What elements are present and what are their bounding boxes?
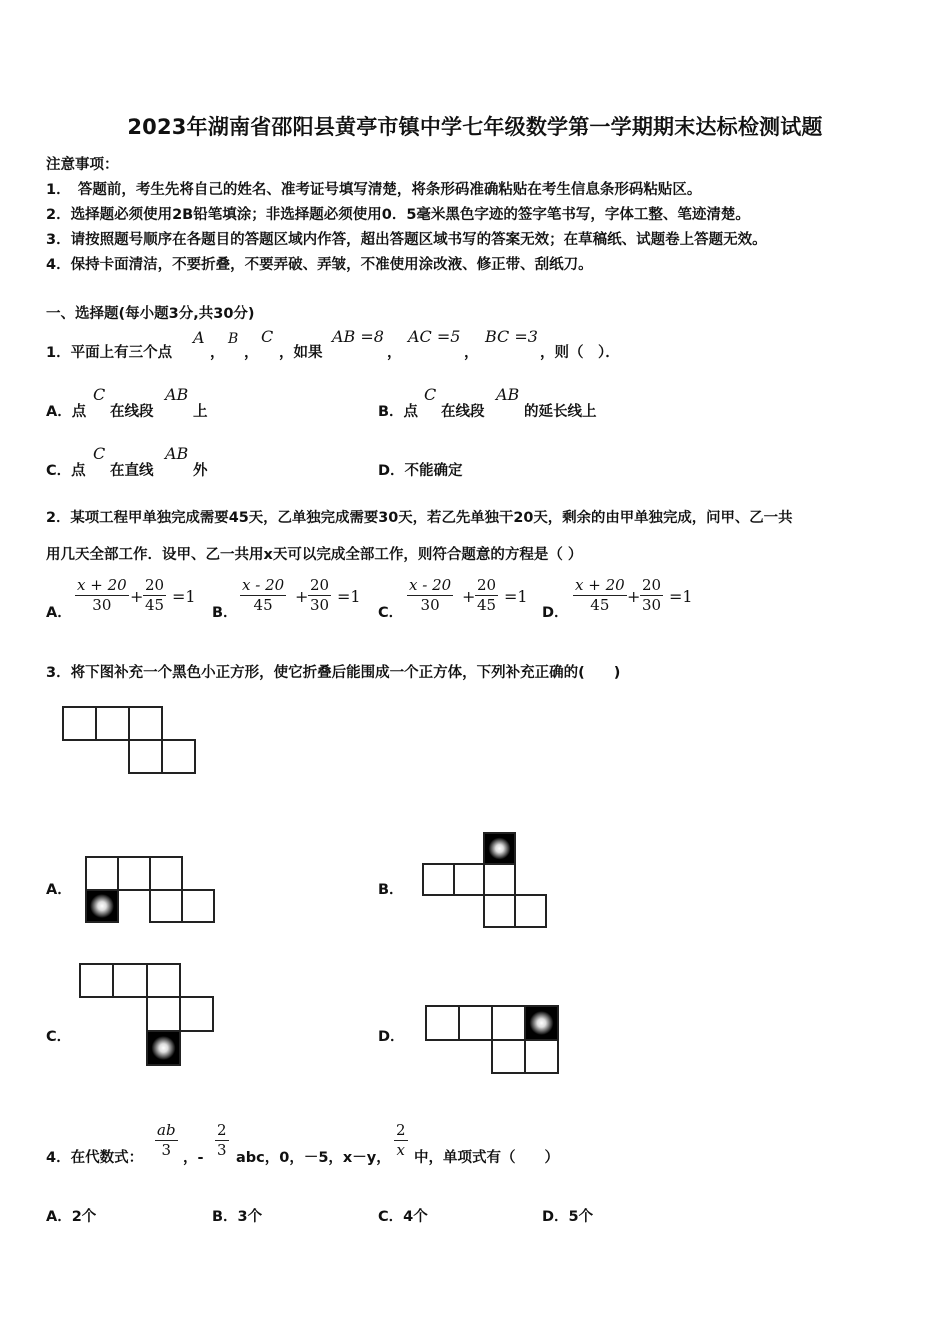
q1-option-c-end: 外 (193, 463, 208, 479)
notice-heading: 注意事项： (46, 157, 119, 173)
q3-option-d-net (422, 1002, 562, 1078)
q1-option-a-c: C (93, 385, 106, 404)
q1-option-b-ab: AB (496, 385, 520, 404)
q1-comma: ， (210, 345, 225, 361)
q4-frac-2-over-3: $\frac{2}{3}$ (217, 1121, 227, 1159)
q4-prefix: 4．在代数式： (46, 1150, 144, 1166)
q4-frac-ab-over-3: $\frac{ab}{3}$ (157, 1121, 176, 1159)
q2-option-d-frac2: $\frac{20}{30}$ (642, 576, 662, 614)
q2-option-c-label: C． (378, 605, 404, 621)
q2-line1: 2．某项工程甲单独完成需要45天，乙单独完成需要30天，若乙先单独干20天，剩余的由甲单独完成，问甲、乙一共 (46, 510, 793, 526)
q2-line2: 用几天全部工作．设甲、乙一共用x天可以完成全部工作，则符合题意的方程是（ ） (46, 547, 583, 563)
q2-option-a-frac1: $\frac{x + 20}{30}$ (77, 576, 127, 614)
q1-option-a-end: 上 (193, 404, 208, 420)
notice-item: 3．请按照题号顺序在各题目的答题区域内作答，超出答题区域书写的答案无效；在草稿纸、试题卷上答题无效。 (46, 232, 767, 248)
q2-option-d-rhs: =1 (669, 587, 693, 606)
q3-option-d-label: D． (378, 1029, 405, 1045)
q4-frac-2-over-x: $\frac{2}{x}$ (396, 1121, 406, 1159)
q3-option-b-label: B． (378, 882, 404, 898)
notice-item: 4．保持卡面清洁，不要折叠，不要弄破、弄皱，不准使用涂改液、修正带、刮纸刀。 (46, 257, 593, 273)
q1-option-c-mid: 在直线 (110, 463, 154, 479)
q2-option-b-label: B． (212, 605, 238, 621)
q1-eq1: AB =8 (332, 327, 384, 346)
q1-suffix: ，则（ ）． (540, 345, 620, 361)
q2-option-d-plus: + (627, 587, 641, 606)
page-title: 2023年湖南省邵阳县黄亭市镇中学七年级数学第一学期期末达标检测试题 (127, 115, 823, 139)
notice-item: 1． 答题前，考生先将自己的姓名、准考证号填写清楚，将条形码准确粘贴在考生信息条形码粘贴区。 (46, 182, 702, 198)
q3-option-c-label: C． (46, 1029, 72, 1045)
q3-option-a-label: A． (46, 882, 72, 898)
notice-item: 2．选择题必须使用2B铅笔填涂；非选择题必须使用0．5毫米黑色字迹的签字笔书写，字体工整、笔迹清楚。 (46, 207, 750, 223)
q4-option-a: A．2个 (46, 1209, 97, 1225)
q1-option-b-label: B．点 (378, 404, 419, 420)
q4-option-d: D．5个 (542, 1209, 594, 1225)
q2-option-a-frac2: $\frac{20}{45}$ (145, 576, 165, 614)
q4-sep: ，- (183, 1150, 204, 1166)
q1-option-a-mid: 在线段 (110, 404, 154, 420)
q1-eq3: BC =3 (485, 327, 538, 346)
q1-eq2: AC =5 (408, 327, 461, 346)
q1-point-b: B (228, 331, 239, 347)
q2-option-a-rhs: =1 (172, 587, 196, 606)
q1-option-a-label: A．点 (46, 404, 87, 420)
q2-option-c-frac1: $\frac{x - 20}{30}$ (409, 576, 452, 614)
q1-option-a-ab: AB (165, 385, 189, 404)
q1-option-b-end: 的延长线上 (524, 404, 597, 420)
q3-option-a-net (82, 853, 218, 927)
q2-option-c-frac2: $\frac{20}{45}$ (477, 576, 497, 614)
q1-comma: ， (387, 345, 402, 361)
q2-option-c-plus: + (462, 587, 476, 606)
q4-mid: abc，0，－5，x－y， (236, 1150, 391, 1166)
q1-prefix: 1．平面上有三个点 (46, 345, 173, 361)
q2-option-c-rhs: =1 (504, 587, 528, 606)
q1-option-d: D．不能确定 (378, 463, 463, 479)
q1-point-a: A (193, 328, 205, 347)
q1-option-b-c: C (424, 385, 437, 404)
q1-option-c-ab: AB (165, 444, 189, 463)
q2-option-b-plus: + (295, 587, 309, 606)
q2-option-b-frac2: $\frac{20}{30}$ (310, 576, 330, 614)
q2-option-a-plus: + (130, 587, 144, 606)
q1-option-c-c: C (93, 444, 106, 463)
q4-option-c: C．4个 (378, 1209, 428, 1225)
q2-option-d-frac1: $\frac{x + 20}{45}$ (575, 576, 625, 614)
q1-option-c-label: C．点 (46, 463, 86, 479)
section-heading: 一、选择题(每小题3分,共30分) (46, 306, 255, 322)
q3-text: 3．将下图补充一个黑色小正方形，使它折叠后能围成一个正方体，下列补充正确的( ) (46, 665, 621, 681)
q1-comma: ， (464, 345, 479, 361)
q3-option-c-net (76, 960, 218, 1070)
q1-point-c: C (261, 327, 274, 346)
q3-base-net (60, 704, 200, 778)
q1-if: ，如果 (279, 345, 323, 361)
q2-option-d-label: D． (542, 605, 569, 621)
q2-option-a-label: A． (46, 605, 72, 621)
q3-option-b-net (420, 830, 552, 932)
q1-option-b-mid: 在线段 (441, 404, 485, 420)
q2-option-b-frac1: $\frac{x - 20}{45}$ (242, 576, 285, 614)
q1-comma: ， (244, 345, 259, 361)
q2-option-b-rhs: =1 (337, 587, 361, 606)
q4-suffix: 中，单项式有（ ） (414, 1150, 559, 1166)
q4-option-b: B．3个 (212, 1209, 263, 1225)
